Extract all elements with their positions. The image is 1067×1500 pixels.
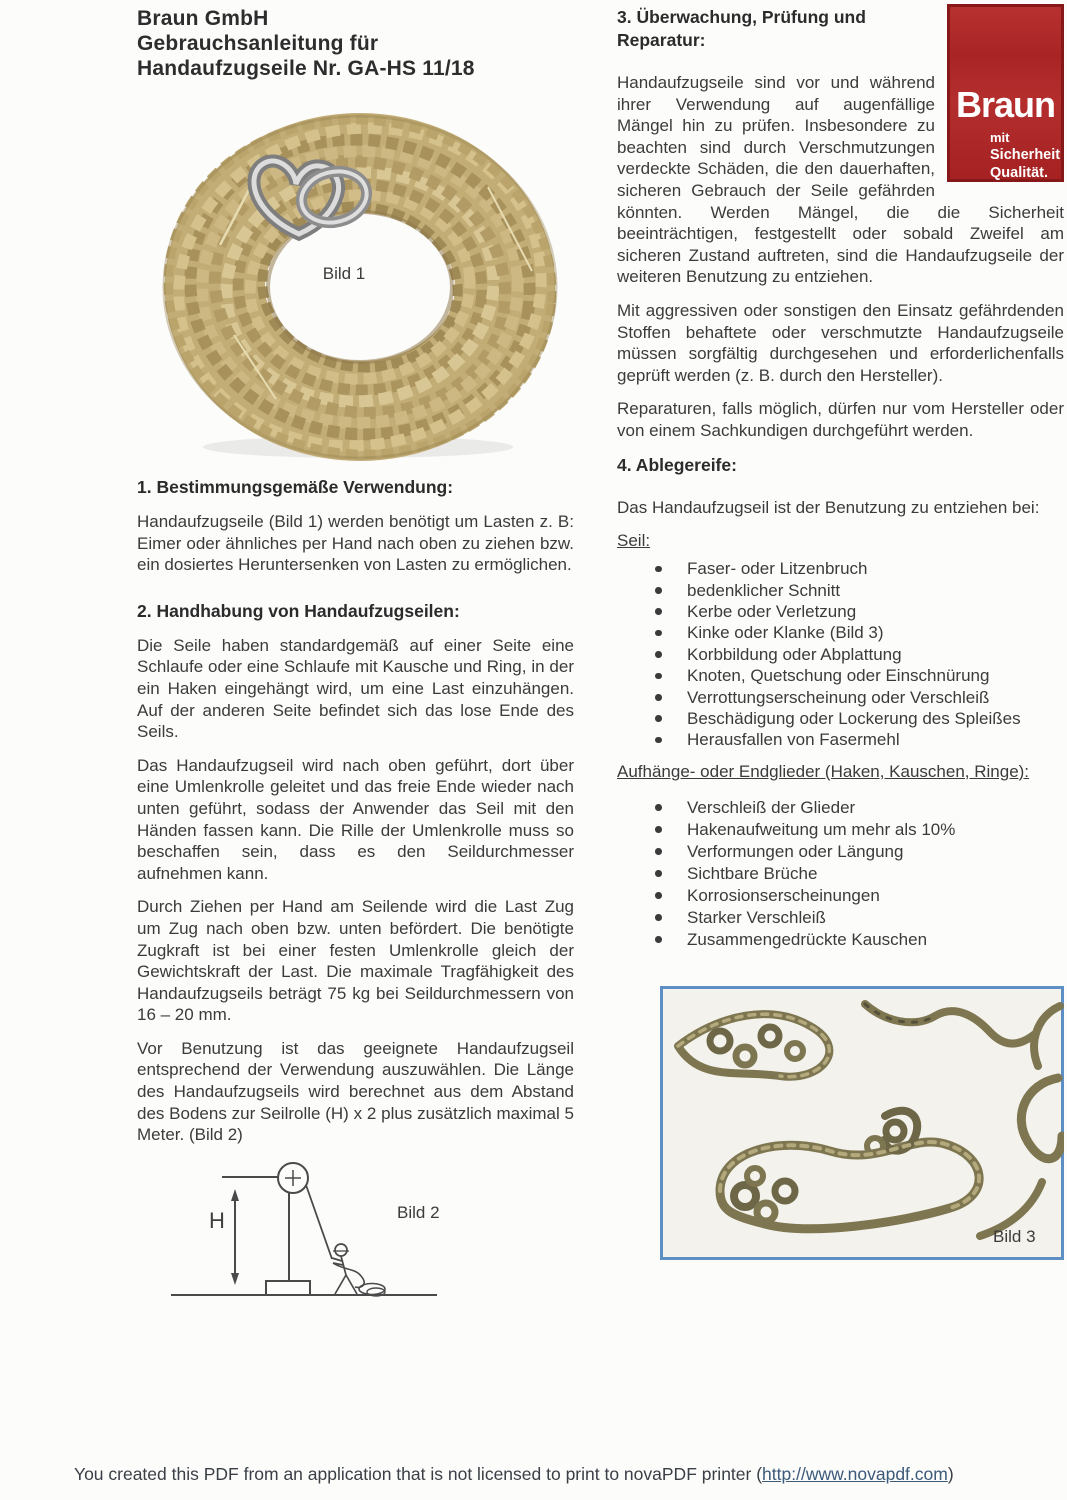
list-item: Kerbe oder Verletzung [687,601,1064,622]
worker-figure [332,1244,385,1296]
list-item: Starker Verschleiß [687,907,1064,929]
pulley-diagram [165,1148,505,1313]
height-arrow [231,1189,239,1285]
pulley-icon [278,1163,308,1193]
logo-tagline: Qualität. [990,165,1049,181]
logo-brand: Braun [955,84,1055,125]
rope-coil-illustration [158,103,562,463]
paragraph: Durch Ziehen per Hand am Seilende wird die Last Zug um Zug nach oben bzw. unten befördert. Die benötigte Zugkraft ist bei einer festen Umlenkrolle gleich der Gewichtskraft der Last. Die maximale Tragfähigkeit des Handaufzugseils beträgt 75 kg bei Seildurchmessern von 16 – 20 mm. [137,897,574,1025]
paragraph: Handaufzugseile (Bild 1) werden benötigt um Lasten z. B: Eimer oder ähnliches per Hand nach oben zu ziehen bzw. ein dosiertes Heruntersenken von Lasten zu ermöglichen. [137,512,574,575]
paragraph: Reparaturen, falls möglich, dürfen nur vom Hersteller oder von einem Sachkundigen durchgeführt werden. [617,399,1064,440]
footer-text: ) [947,1464,954,1484]
header-line-company: Braun GmbH [137,7,269,30]
header-line-docnumber: Handaufzugseile Nr. GA-HS 11/18 [137,57,475,80]
endglieder-list [617,797,1064,951]
doc-header [137,6,475,81]
tangled-rope-illustration [660,986,1064,1260]
seil-list [617,558,1064,751]
header-line-doctype: Gebrauchsanleitung für [137,32,379,55]
list-item: Faser- oder Litzenbruch [687,558,1064,579]
pdf-footer [74,1464,954,1485]
list-item: Verschleiß der Glieder [687,797,1064,819]
list-item: Kinke oder Klanke (Bild 3) [687,622,1064,643]
paragraph: Das Handaufzugseil ist der Benutzung zu entziehen bei: [617,497,1040,517]
list-item: Verrottungserscheinung oder Verschleiß [687,687,1064,708]
paragraph: Handaufzugseile sind vor und während ihrer Verwendung auf augenfällige Mängel hin zu prüfen. Insbesondere zu beachten sind durch Verschmutzungen verdeckte Schäden, die den dauerhaften, sicheren Gebrauch der Seile gefährden könnten. Werden Mängel, die die Sicherheit beeinträchtigen, festgestellt oder sobald Zweifel am sicheren Zustand auftreten, sind die Handaufzugseile der weiteren Benutzung zu entziehen. [617,73,1064,287]
paragraph: Die Seile haben standardgemäß auf einer Seite eine Schlaufe oder eine Schlaufe mit Kausche und Ring, in der ein Haken eingehängt wird, um eine Last einzuhängen. Auf der anderen Seite befindet sich das lose Ende des Seils. [137,635,574,742]
paragraph: Vor Benutzung ist das geeignete Handaufzugseil entsprechend der Verwendung auszuwählen. Die Länge des Handaufzugseils wird berechnet aus dem Abstand des Bodens zur Seilrolle (H) x 2 plus zusätzlich maximal 5 Meter. (Bild 2) [137,1038,574,1145]
list-item: Korbbildung oder Abplattung [687,644,1064,665]
figure-bild1 [158,103,562,463]
list-item: Verformungen oder Längung [687,841,1064,863]
list-item: Korrosionserscheinungen [687,885,1064,907]
list-item: Beschädigung oder Lockerung des Spleißes [687,708,1064,729]
figure-bild2 [165,1148,505,1313]
footer-text: You created this PDF from an application that is not licensed to print to novaPDF printer ( [74,1464,763,1484]
paragraph: Das Handaufzugseil wird nach oben geführt, dort über eine Umlenkrolle geleitet und das freie Ende wieder nach unten geführt, sodass der Anwender das Seil mit den Händen fassen kann. Die Rille der Umlenkrolle muss so beschaffen sein, dass es den Seildurchmesser aufnehmen kann. [137,755,574,883]
list-item: Sichtbare Brüche [687,863,1064,885]
section2-heading: 2. Handhabung von Handaufzugseilen: [137,600,460,621]
section4-heading: 4. Ablegereife: [617,454,737,475]
endglieder-list-heading: Aufhänge- oder Endglieder (Haken, Kauschen, Ringe): [617,761,1030,781]
footer-link[interactable]: http://www.novapdf.com [762,1464,948,1484]
figure2-height-label: H [209,1208,225,1233]
braun-logo [947,4,1064,182]
logo-tagline: Sicherheit [990,147,1061,163]
section3-heading: 3. Überwachung, Prüfung und Reparatur: [617,7,866,50]
figure-bild3 [660,986,1064,1260]
logo-tagline: mit [990,130,1010,145]
paragraph: Mit aggressiven oder sonstigen den Einsatz gefährdenden Stoffen behaftete oder verschmutzte Handaufzugseile müssen sorgfältig durchgesehen und erforderlichenfalls geprüft werden (z. B. durch den Hersteller). [617,300,1064,385]
left-column [137,466,574,1158]
seil-list-heading: Seil: [617,531,651,551]
figure1-label: Bild 1 [322,264,366,283]
list-item: bedenklicher Schnitt [687,580,1064,601]
list-item: Herausfallen von Fasermehl [687,729,1064,750]
list-item: Knoten, Quetschung oder Einschnürung [687,665,1064,686]
list-item: Zusammengedrückte Kauschen [687,929,1064,951]
list-item: Hakenaufweitung um mehr als 10% [687,819,1064,841]
section1-heading: 1. Bestimmungsgemäße Verwendung: [137,477,454,497]
figure3-label: Bild 3 [993,1227,1036,1246]
right-column [617,2,1064,961]
figure2-label: Bild 2 [397,1203,440,1222]
